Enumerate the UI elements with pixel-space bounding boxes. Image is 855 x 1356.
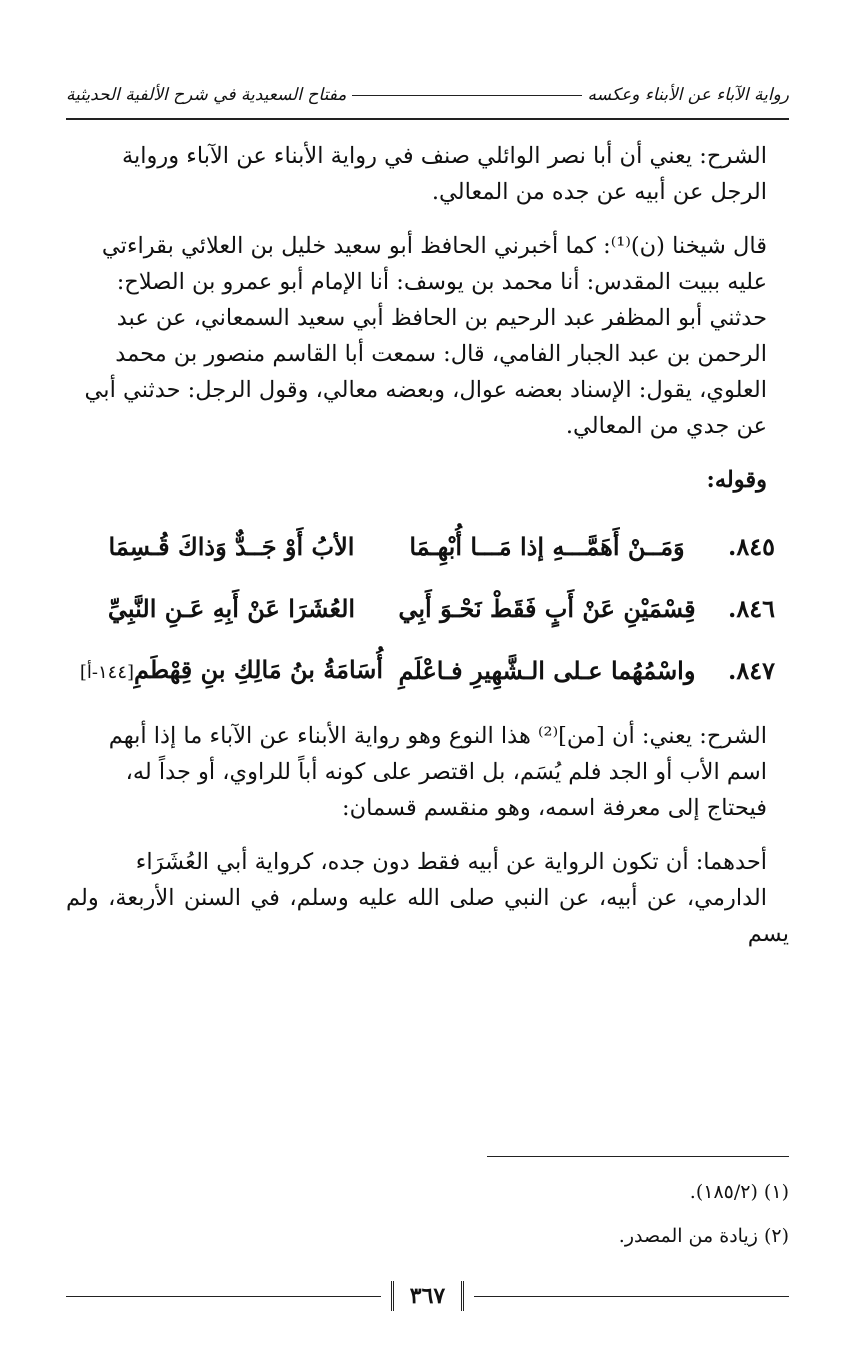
text-line: أحدهما: أن تكون الرواية عن أبيه فقط دون جده، كرواية أبي العُشَرَاء <box>135 849 767 875</box>
footnote-separator <box>487 1156 789 1157</box>
text-line: اسم الأب أو الجد فلم يُسَم، بل اقتصر على كونه أباً للراوي، أو جداً له، <box>125 759 767 785</box>
header-rule <box>66 118 789 120</box>
footnote-2: (٢) زيادة من المصدر. <box>618 1225 789 1247</box>
main-text <box>66 138 789 970</box>
text-line: العلوي، يقول: الإسناد بعضه عوال، وبعضه معالي، وقول الرجل: حدثني أبي <box>84 377 767 403</box>
hemistich-text: أُسَامَةُ بنُ مَالِكِ بنِ قِهْطَمِ <box>134 654 384 684</box>
verse-first-hemistich: واسْمُهُما عـلى الـشَّهِيرِ فـاعْلَمِ <box>398 656 696 685</box>
manuscript-folio-mark: [١٤٤-أ] <box>79 661 135 683</box>
paragraph-1 <box>66 138 789 210</box>
text-line: الدارمي، عن أبيه، عن النبي صلى الله عليه وسلم، في السنن الأربعة، ولم يسم <box>66 885 789 947</box>
page-footer <box>66 1276 789 1316</box>
text-line: الرجل عن أبيه عن جده من المعالي. <box>431 179 767 205</box>
verse-second-hemistich: العُشَرَا عَنْ أَبِهِ عَـنِ النَّبِيِّ <box>107 594 356 623</box>
poem-verses <box>66 516 789 702</box>
footnote-1: (١) (١٨٥/٢). <box>689 1181 789 1203</box>
verse-first-hemistich: وَمَــنْ أَهَمَّـــهِ إذا مَـــا أُبْهِـمَا <box>409 532 685 561</box>
header-dash-line <box>352 95 581 96</box>
page-number: ٣٦٧ <box>391 1281 464 1311</box>
header-chapter-title: رواية الآباء عن الأبناء وعكسه <box>587 85 789 105</box>
text-line: فيحتاج إلى معرفة اسمه، وهو منقسم قسمان: <box>341 795 767 821</box>
header-book-title: مفتاح السعيدية في شرح الألفية الحديثية <box>66 85 347 105</box>
footnotes <box>66 1174 789 1262</box>
footer-rule-right <box>474 1296 789 1297</box>
text-line: قال شيخنا (ن)⁽¹⁾: كما أخبرني الحافظ أبو سعيد خليل بن العلائي بقراءتي <box>101 233 767 259</box>
text-line: الشرح: يعني أن أبا نصر الوائلي صنف في رواية الأبناء عن الآباء ورواية <box>121 143 767 169</box>
verse-first-hemistich: قِسْمَيْنِ عَنْ أَبٍ فَقَطْ نَحْـوَ أَبِي <box>398 594 696 623</box>
paragraph-4 <box>66 844 789 952</box>
verse-846 <box>66 578 789 640</box>
verse-second-hemistich: الأبُ أَوْ جَــدٌّ وَذاكَ قُـسِمَا <box>108 532 355 561</box>
text-line: حدثني أبو المظفر عبد الرحيم بن الحافظ أبي سعيد السمعاني، عن عبد <box>116 305 767 331</box>
verse-number: ٨٤٦. <box>727 594 775 623</box>
verse-845 <box>66 516 789 578</box>
verse-number: ٨٤٧. <box>727 656 775 685</box>
running-header <box>66 78 789 112</box>
text-line: عليه ببيت المقدس: أنا محمد بن يوسف: أنا الإمام أبو عمرو بن الصلاح: <box>116 269 767 295</box>
text-line: الرحمن بن عبد الجبار الفامي، قال: سمعت أبا القاسم منصور بن محمد <box>115 341 767 367</box>
qawluhu-label: وقوله: <box>706 467 767 493</box>
paragraph-3 <box>66 718 789 826</box>
verse-second-hemistich <box>66 652 397 691</box>
text-line: الشرح: يعني: أن [من]⁽²⁾ هذا النوع وهو رواية الأبناء عن الآباء ما إذا أبهم <box>108 723 767 749</box>
paragraph-2 <box>66 228 789 444</box>
verse-847 <box>66 640 789 702</box>
verse-number: ٨٤٥. <box>727 532 775 561</box>
text-line: عن جدي من المعالي. <box>565 413 767 439</box>
footer-rule-left <box>66 1296 381 1297</box>
